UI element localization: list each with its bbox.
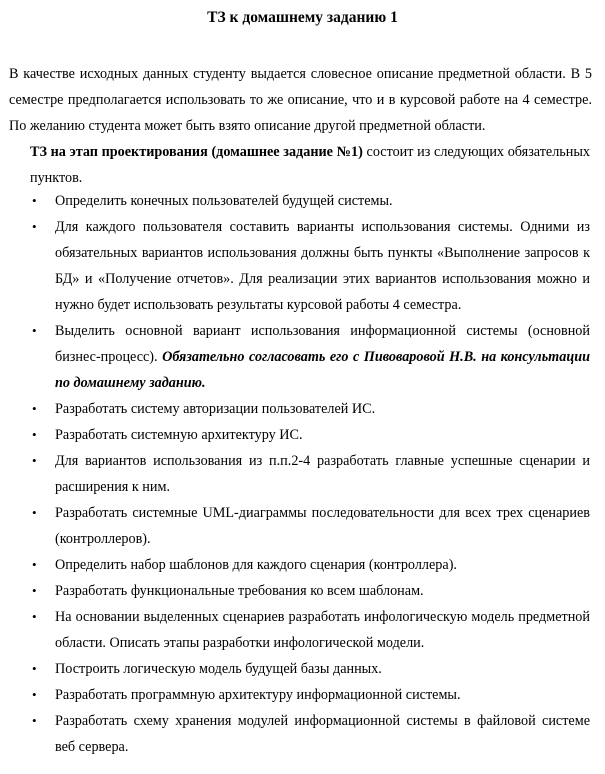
page-title: ТЗ к домашнему заданию 1 — [207, 9, 398, 26]
list-item — [0, 578, 590, 604]
bullet: • — [32, 193, 37, 208]
bullet: • — [32, 453, 37, 468]
list-item — [0, 500, 590, 552]
list-item — [0, 682, 590, 708]
bullet: • — [32, 661, 37, 676]
list-item-text: На основании выделенных сценариев разработать инфологическую модель предметной области. Описать этапы разработки инфологической модели. — [55, 609, 590, 651]
list-item — [0, 422, 590, 448]
list-item-text: Разработать схему хранения модулей информационной системы в файловой системе веб сервера. — [55, 713, 590, 755]
bullet: • — [32, 323, 37, 338]
bullet: • — [32, 427, 37, 442]
list-item-text: Выделить основной вариант использования информационной системы (основной бизнес-процесс). — [55, 323, 590, 365]
list-item — [0, 396, 590, 422]
bullet: • — [32, 505, 37, 520]
intro-text: В качестве исходных данных студенту выдается словесное описание предметной области. В 5 семестре предполагается использовать то же описание, что и в курсовой работе на 4 семестре. По желанию студента может быть взято описание другой предметной области. — [9, 66, 592, 134]
list-item — [0, 318, 590, 396]
bullet: • — [32, 401, 37, 416]
bullet: • — [32, 687, 37, 702]
bullet: • — [32, 557, 37, 572]
task-list — [0, 188, 605, 760]
list-item-text: Для вариантов использования из п.п.2-4 разработать главные успешные сценарии и расширения к ним. — [55, 453, 590, 495]
list-item — [0, 448, 590, 500]
list-item-text: Разработать систему авторизации пользователей ИС. — [55, 401, 376, 417]
list-item — [0, 214, 590, 318]
list-item — [0, 708, 590, 760]
list-item-text: Разработать системную архитектуру ИС. — [55, 427, 303, 443]
list-item-text: Для каждого пользователя составить варианты использования системы. Одними из обязательных вариантов использования должны быть пункты «Выполнение запросов к БД» и «Получение отчетов». Для реализации этих вариантов использования можно и нужно будет использовать результаты курсовой работы 4 семестра. — [55, 219, 590, 313]
task-heading-rest: состоит из следующих обязательных пунктов. — [30, 144, 590, 186]
task-heading-bold: ТЗ на этап проектирования (домашнее задание №1) — [30, 144, 363, 160]
bullet: • — [32, 219, 37, 234]
list-item — [0, 656, 590, 682]
list-item-text: Разработать функциональные требования ко всем шаблонам. — [55, 583, 424, 599]
bullet: • — [32, 713, 37, 728]
list-item — [0, 188, 590, 214]
list-item — [0, 552, 590, 578]
intro-paragraph — [9, 61, 592, 139]
list-item-text: Определить набор шаблонов для каждого сценария (контроллера). — [55, 557, 457, 573]
list-item-text: Определить конечных пользователей будущей системы. — [55, 193, 393, 209]
bullet: • — [32, 583, 37, 598]
list-item-text: Разработать системные UML-диаграммы последовательности для всех трех сценариев (контроллеров). — [55, 505, 590, 547]
list-item-text: Разработать программную архитектуру информационной системы. — [55, 687, 461, 703]
bullet: • — [32, 609, 37, 624]
list-item-text: Построить логическую модель будущей базы данных. — [55, 661, 382, 677]
list-item — [0, 604, 590, 656]
list-item-emphasis: Обязательно согласовать его с Пивоваровой Н.В. на консультации по домашнему заданию. — [55, 349, 590, 391]
task-heading-paragraph — [30, 139, 590, 191]
